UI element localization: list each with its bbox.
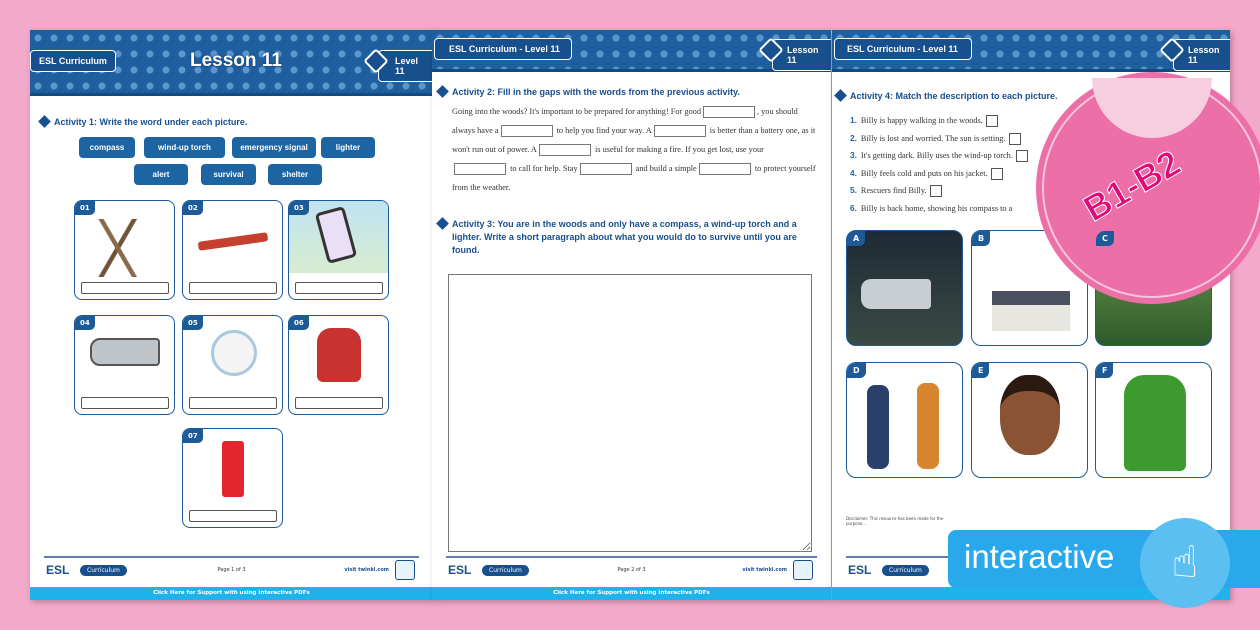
item-number: 4. — [850, 167, 857, 178]
curriculum-logo: Curriculum — [882, 565, 929, 576]
lesson-tag: Lesson 11 — [1173, 39, 1230, 71]
card-number: 06 — [289, 316, 309, 330]
item-number: 1. — [850, 115, 857, 125]
item-number: 6. — [850, 202, 857, 213]
visit-link[interactable]: visit twinkl.com — [344, 567, 389, 573]
esl-logo: ESL — [448, 563, 472, 577]
lesson-title: Lesson 11 — [190, 50, 282, 71]
word-chip: alert — [134, 164, 188, 185]
picture-card — [74, 315, 175, 415]
lighter-picture — [222, 441, 244, 497]
flare-picture — [198, 232, 269, 251]
activity-2-heading: Activity 2: Fill in the gaps with the words from the previous activity. — [452, 87, 740, 97]
item-text: It's getting dark. Billy uses the wind-up torch. — [860, 151, 1013, 160]
list-item — [850, 165, 1028, 183]
answer-field[interactable] — [189, 282, 277, 294]
list-item — [850, 112, 1028, 130]
torch-in-dark-woods-picture — [861, 279, 931, 309]
item-text: Rescuers find Billy. — [860, 186, 927, 195]
gap-field[interactable] — [699, 163, 751, 175]
picture-card — [288, 200, 389, 300]
worksheet-page-2 — [432, 30, 831, 600]
card-number: 03 — [289, 201, 309, 215]
picture-card — [288, 315, 389, 415]
paragraph-text: , — [756, 107, 760, 116]
gap-field[interactable] — [580, 163, 632, 175]
picture-card — [1095, 362, 1212, 478]
list-item — [850, 147, 1028, 165]
paragraph-text: to call for help. Stay — [510, 164, 578, 173]
gap-field[interactable] — [454, 163, 506, 175]
picture-card — [971, 362, 1088, 478]
word-chip: survival — [201, 164, 256, 185]
shelter-picture — [90, 219, 160, 277]
answer-box[interactable] — [930, 185, 942, 197]
paragraph-text: is useful for making a fire. If you get lost, use your — [595, 145, 764, 154]
gap-field[interactable] — [654, 125, 706, 137]
description-list — [850, 112, 1028, 217]
green-jacket-picture — [1124, 375, 1186, 471]
word-chip: compass — [79, 137, 135, 158]
fill-gap-paragraph — [452, 102, 817, 197]
word-chip: emergency signal — [232, 137, 316, 158]
word-chip: shelter — [268, 164, 322, 185]
support-link[interactable]: Click Here for Support with using Interactive PDFs — [432, 587, 831, 600]
answer-field[interactable] — [81, 282, 169, 294]
curriculum-level-tag: ESL Curriculum - Level 11 — [834, 38, 972, 60]
rescuers-picture — [867, 385, 889, 469]
gap-field[interactable] — [703, 106, 755, 118]
card-number: 02 — [183, 201, 203, 215]
house-picture — [992, 291, 1070, 331]
page-number: Page 1 of 3 — [217, 567, 246, 573]
answer-box[interactable] — [1009, 133, 1021, 145]
footer-divider — [446, 556, 817, 558]
worried-boy-picture — [1000, 375, 1060, 455]
item-text: Billy is back home, showing his compass to a — [860, 203, 1013, 213]
worksheet-page-1 — [30, 30, 433, 600]
picture-card — [74, 200, 175, 300]
card-number: 05 — [183, 316, 203, 330]
curriculum-logo: Curriculum — [482, 565, 529, 576]
word-chip: lighter — [321, 137, 375, 158]
paragraph-text: is better than a battery one, as it won't run out of power. A — [452, 126, 816, 154]
activity-1-heading: Activity 1: Write the word under each picture. — [54, 117, 248, 127]
page-number: Page 2 of 3 — [617, 567, 646, 573]
picture-label: F — [1096, 363, 1113, 378]
answer-field[interactable] — [189, 397, 277, 409]
picture-label: B — [972, 231, 990, 246]
picture-card — [182, 315, 283, 415]
paragraph-text: to protect yourself from the weather. — [452, 164, 816, 192]
card-number: 04 — [75, 316, 95, 330]
picture-label: C — [1096, 231, 1114, 246]
item-text: Billy feels cold and puts on his jacket. — [860, 168, 988, 178]
activity-3-heading: Activity 3: You are in the woods and only have a compass, a wind-up torch and a lighter. Write a short paragraph about what you would do to survive until you are found. — [452, 218, 817, 257]
interactive-label: interactive — [964, 538, 1115, 575]
item-number: 2. — [850, 132, 857, 143]
activity-4-heading: Activity 4: Match the description to each picture. — [850, 91, 1058, 101]
answer-field[interactable] — [295, 397, 383, 409]
picture-label: E — [972, 363, 989, 378]
paragraph-text: you should always have a — [452, 107, 798, 135]
answer-box[interactable] — [1016, 150, 1028, 162]
picture-card — [182, 428, 283, 528]
picture-label: D — [847, 363, 866, 378]
gap-field[interactable] — [539, 144, 591, 156]
word-chip: wind-up torch — [144, 137, 225, 158]
quality-seal-icon — [395, 560, 415, 580]
answer-box[interactable] — [986, 115, 998, 127]
list-item — [850, 182, 1028, 200]
phone-shape — [315, 206, 357, 264]
item-number: 5. — [850, 185, 857, 195]
quality-seal-icon — [793, 560, 813, 580]
visit-link[interactable]: visit twinkl.com — [742, 567, 787, 573]
esl-logo: ESL — [848, 563, 872, 577]
list-item — [850, 200, 1028, 218]
curriculum-logo: Curriculum — [80, 565, 127, 576]
paragraph-answer-box[interactable] — [448, 274, 812, 552]
picture-card — [182, 200, 283, 300]
paragraph-text: to help you find your way. A — [556, 126, 652, 135]
answer-field[interactable] — [81, 397, 169, 409]
lesson-tag: Lesson 11 — [772, 39, 831, 71]
picture-card — [846, 362, 963, 478]
list-item — [850, 130, 1028, 148]
survival-kit-picture — [317, 328, 361, 382]
card-number: 07 — [183, 429, 203, 443]
picture-label: A — [847, 231, 865, 246]
gap-field[interactable] — [501, 125, 553, 137]
curriculum-level-tag: ESL Curriculum - Level 11 — [434, 38, 572, 60]
disclaimer: Disclaimer: This resource has been made for the purpose... — [846, 516, 944, 526]
item-text: Billy is lost and worried. The sun is setting. — [860, 133, 1006, 143]
wind-up-torch-picture — [90, 338, 160, 366]
tap-hand-icon: ☝ — [1140, 518, 1230, 608]
picture-card — [846, 230, 963, 346]
answer-box[interactable] — [991, 168, 1003, 180]
level-tag: Level 11 — [378, 50, 433, 82]
item-text: Billy is happy walking in the woods. — [860, 116, 983, 125]
support-link[interactable]: Click Here for Support with using Interactive PDFs — [30, 587, 433, 600]
answer-field[interactable] — [295, 282, 383, 294]
curriculum-tag: ESL Curriculum — [30, 50, 116, 72]
card-number: 01 — [75, 201, 95, 215]
esl-logo: ESL — [46, 563, 70, 577]
item-number: 3. — [850, 150, 857, 160]
compass-picture — [211, 330, 257, 376]
footer-divider — [44, 556, 419, 558]
level-badge-text: B1-B2 — [1076, 141, 1188, 230]
paragraph-text: and build a simple — [635, 164, 697, 173]
rescuer-figure — [917, 383, 939, 469]
answer-field[interactable] — [189, 510, 277, 522]
paragraph-text: Going into the woods? It's important to be prepared for anything! For good — [452, 107, 701, 116]
